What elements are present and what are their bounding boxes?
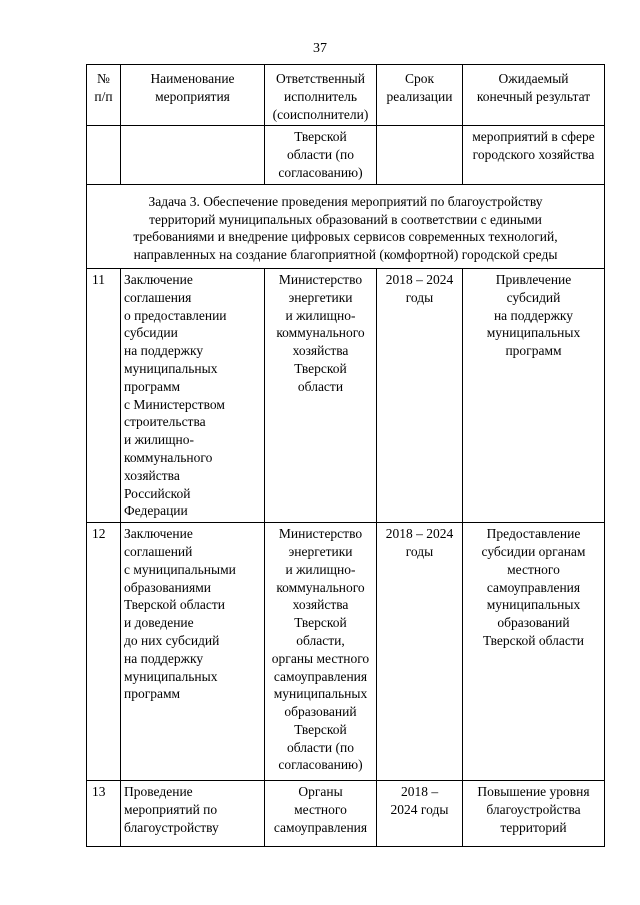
text-line: области, bbox=[296, 632, 345, 648]
text-line: и жилищно- bbox=[285, 307, 356, 323]
text-line: на поддержку bbox=[493, 307, 574, 323]
text-line: Ответственный bbox=[276, 71, 365, 86]
text-line: муниципальных bbox=[486, 597, 581, 613]
text-line: до них субсидий bbox=[124, 632, 220, 648]
text-line: на поддержку bbox=[124, 343, 204, 359]
text-line: образований bbox=[497, 615, 570, 631]
text-line: энергетики bbox=[288, 289, 353, 305]
text-line: Министерство bbox=[278, 526, 363, 542]
text-line: области (по bbox=[287, 739, 354, 755]
cont-name bbox=[121, 126, 265, 184]
text-line: муниципальных bbox=[124, 360, 218, 376]
row-num: 11 bbox=[87, 268, 121, 522]
text-line: хозяйства bbox=[124, 467, 180, 483]
text-line: о предоставлении bbox=[124, 307, 227, 323]
text-line: Срок bbox=[404, 71, 435, 86]
text-line: (соисполнители) bbox=[272, 106, 369, 122]
header-term bbox=[377, 65, 463, 126]
text-line: территорий муниципальных образований в соответствии с едиными bbox=[149, 211, 542, 227]
text-line: соглашений bbox=[124, 543, 193, 559]
text-line: Тверской области bbox=[124, 597, 225, 613]
text-line: и жилищно- bbox=[285, 561, 356, 577]
text-line: хозяйства bbox=[292, 343, 349, 359]
text-line: Министерство bbox=[278, 271, 363, 287]
text-line: мероприятий в сфере bbox=[472, 129, 595, 145]
continuation-row bbox=[87, 126, 605, 184]
text-line: коммунального bbox=[276, 325, 365, 341]
text-line: мероприятий по bbox=[124, 801, 218, 817]
text-line: благоустройству bbox=[124, 819, 219, 835]
text-line: самоуправления bbox=[273, 668, 368, 684]
text-line: 2018 – bbox=[400, 784, 439, 800]
header-row bbox=[87, 65, 605, 126]
text-line: Ожидаемый bbox=[498, 71, 569, 86]
text-line: энергетики bbox=[288, 543, 353, 559]
text-line: программ bbox=[124, 378, 181, 394]
text-line: Наименование bbox=[150, 71, 235, 86]
text-line: направленных на создание благоприятной (комфортной) городской среды bbox=[133, 247, 558, 263]
row-executor bbox=[265, 781, 377, 847]
table-row bbox=[87, 268, 605, 522]
text-line: области bbox=[297, 378, 344, 394]
page-number: 37 bbox=[313, 41, 327, 56]
cont-result bbox=[463, 126, 605, 184]
text-line: Федерации bbox=[124, 503, 188, 519]
text-line: коммунального bbox=[276, 579, 365, 595]
text-line: самоуправления bbox=[273, 819, 368, 835]
row-term bbox=[377, 268, 463, 522]
text-line: Предоставление bbox=[486, 526, 581, 542]
row-result bbox=[463, 523, 605, 781]
text-line: муниципальных bbox=[486, 325, 581, 341]
text-line: образованиями bbox=[124, 579, 211, 595]
table-row bbox=[87, 523, 605, 781]
text-line: самоуправления bbox=[486, 579, 581, 595]
row-executor bbox=[265, 523, 377, 781]
task-row bbox=[87, 184, 605, 268]
text-line: конечный результат bbox=[476, 88, 591, 104]
text-line: благоустройства bbox=[486, 801, 581, 817]
text-line: Заключение bbox=[124, 526, 193, 542]
text-line: местного bbox=[294, 801, 347, 817]
row-num: 12 bbox=[87, 523, 121, 781]
row-name bbox=[121, 781, 265, 847]
text-line: Российской bbox=[124, 485, 191, 501]
text-line: муниципальных bbox=[124, 668, 218, 684]
text-line: Задача 3. Обеспечение проведения мероприятий по благоустройству bbox=[148, 193, 543, 209]
text-line: соглашения bbox=[124, 289, 192, 305]
text-line: № bbox=[97, 71, 110, 86]
row-num: 13 bbox=[87, 781, 121, 847]
text-line: 2024 годы bbox=[390, 801, 449, 817]
text-line: мероприятия bbox=[155, 88, 230, 104]
text-line: органы местного bbox=[271, 650, 370, 666]
text-line: Тверской bbox=[294, 615, 347, 631]
text-line: и доведение bbox=[124, 615, 194, 631]
text-line: субсидий bbox=[506, 289, 561, 305]
text-line: с муниципальными bbox=[124, 561, 236, 577]
text-line: годы bbox=[405, 543, 434, 559]
text-line: Тверской bbox=[294, 360, 347, 376]
text-line: Привлечение bbox=[495, 271, 572, 287]
text-line: Проведение bbox=[124, 784, 193, 800]
text-line: области (по bbox=[287, 147, 354, 163]
text-line: 2018 – 2024 bbox=[385, 526, 454, 542]
row-result bbox=[463, 268, 605, 522]
text-line: субсидии органам bbox=[481, 543, 586, 559]
header-name bbox=[121, 65, 265, 126]
text-line: Тверской области bbox=[483, 632, 584, 648]
cont-term bbox=[377, 126, 463, 184]
header-result bbox=[463, 65, 605, 126]
text-line: п/п bbox=[94, 88, 113, 104]
text-line: годы bbox=[405, 289, 434, 305]
text-line: и жилищно- bbox=[124, 432, 194, 448]
row-result bbox=[463, 781, 605, 847]
text-line: программ bbox=[124, 686, 181, 702]
row-term bbox=[377, 523, 463, 781]
row-name bbox=[121, 523, 265, 781]
header-executor bbox=[265, 65, 377, 126]
text-line: Тверской bbox=[294, 129, 347, 145]
text-line: согласованию) bbox=[278, 757, 363, 773]
text-line: коммунального bbox=[124, 449, 213, 465]
task-heading bbox=[87, 184, 605, 268]
text-line: образований bbox=[284, 704, 357, 720]
text-line: субсидии bbox=[124, 325, 178, 341]
text-line: муниципальных bbox=[273, 686, 368, 702]
text-line: реализации bbox=[386, 88, 453, 104]
table-row bbox=[87, 781, 605, 847]
text-line: городского хозяйства bbox=[472, 147, 595, 163]
text-line: требованиями и внедрение цифровых сервисов современных технологий, bbox=[133, 229, 558, 245]
text-line: Тверской bbox=[294, 721, 347, 737]
header-num bbox=[87, 65, 121, 126]
row-executor bbox=[265, 268, 377, 522]
text-line: с Министерством bbox=[124, 396, 225, 412]
text-line: Повышение уровня bbox=[477, 784, 590, 800]
text-line: программ bbox=[505, 343, 562, 359]
text-line: на поддержку bbox=[124, 650, 204, 666]
text-line: 2018 – 2024 bbox=[385, 271, 454, 287]
text-line: строительства bbox=[124, 414, 206, 430]
text-line: местного bbox=[507, 561, 560, 577]
text-line: исполнитель bbox=[284, 88, 357, 104]
row-name bbox=[121, 268, 265, 522]
text-line: Заключение bbox=[124, 271, 193, 287]
text-line: согласованию) bbox=[278, 164, 363, 180]
measures-table bbox=[86, 64, 605, 847]
text-line: территорий bbox=[500, 819, 567, 835]
text-line: Органы bbox=[298, 784, 343, 800]
cont-executor bbox=[265, 126, 377, 184]
cont-num bbox=[87, 126, 121, 184]
text-line: хозяйства bbox=[292, 597, 349, 613]
row-term bbox=[377, 781, 463, 847]
